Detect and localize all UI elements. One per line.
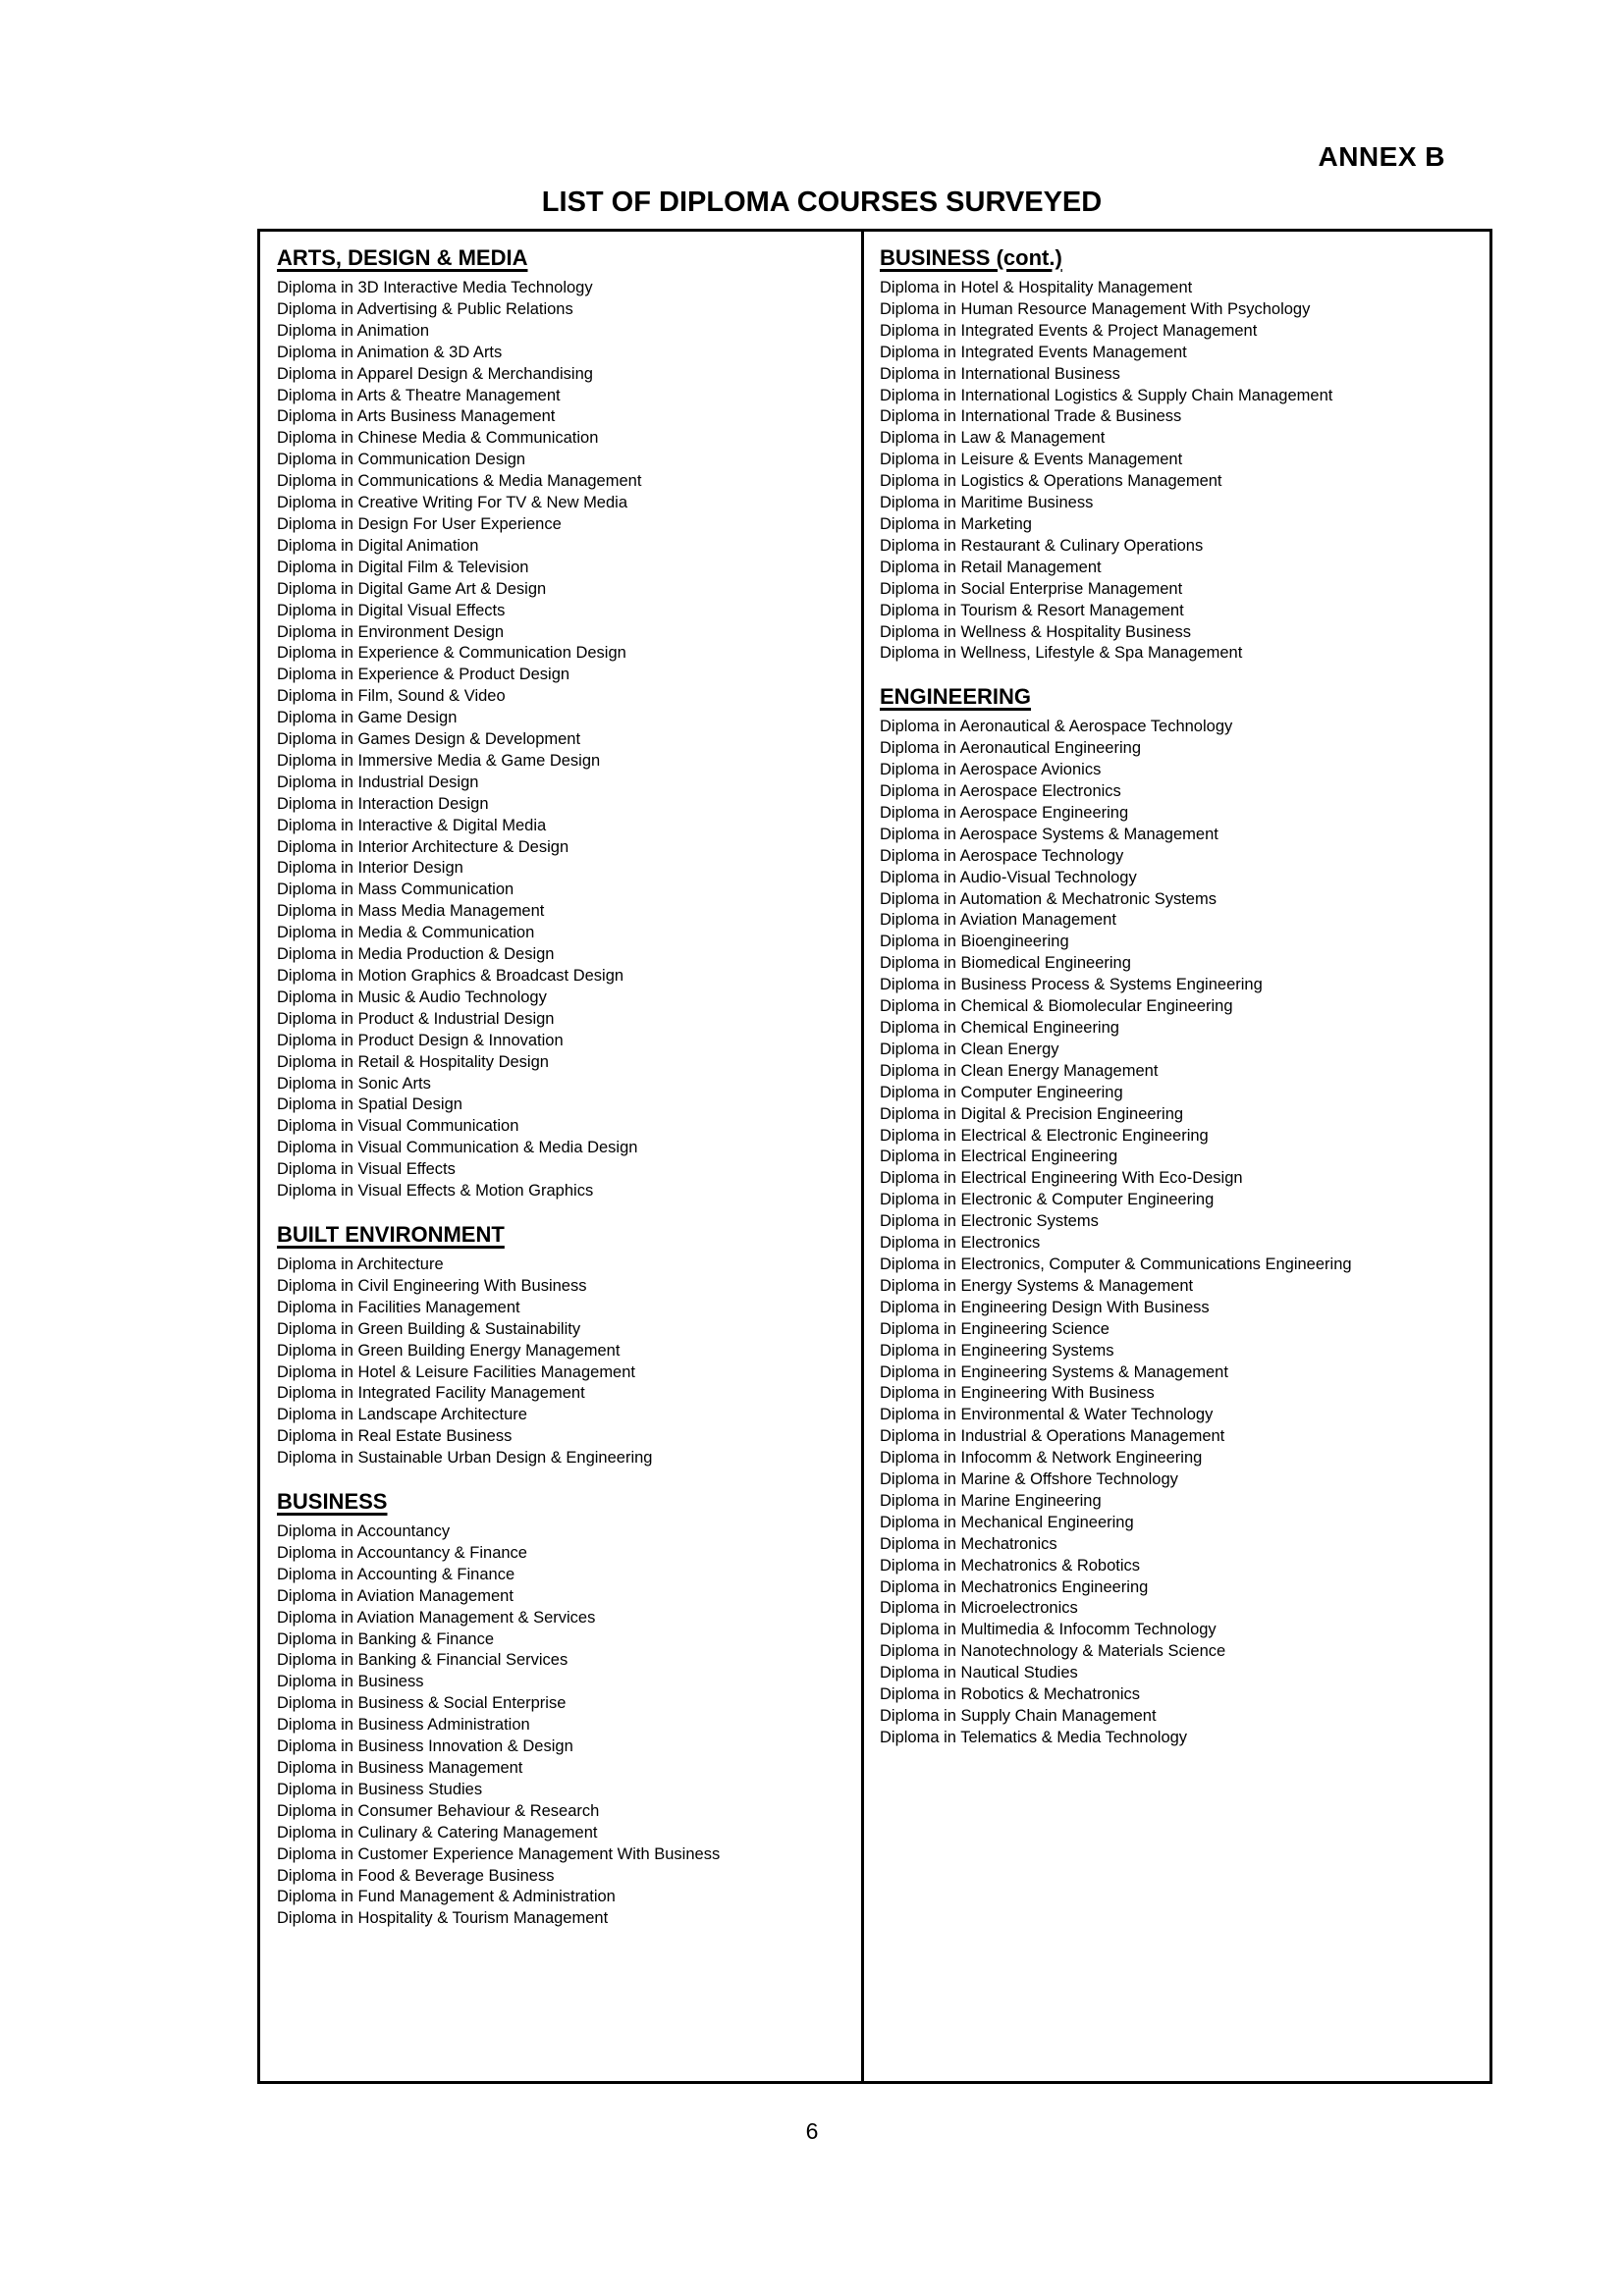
course-item: Diploma in Aeronautical & Aerospace Technology	[880, 718, 1233, 736]
table-column-right	[861, 232, 1489, 2081]
course-item: Diploma in Integrated Facility Management	[277, 1384, 585, 1403]
course-item: Diploma in Clean Energy	[880, 1040, 1059, 1058]
course-item: Diploma in Media Production & Design	[277, 945, 555, 964]
course-item: Diploma in Communication Design	[277, 451, 526, 469]
course-item: Diploma in Electronic & Computer Engineering	[880, 1191, 1215, 1209]
course-item: Diploma in Maritime Business	[880, 494, 1094, 512]
course-item: Diploma in Motion Graphics & Broadcast Design	[277, 967, 624, 985]
course-item: Diploma in Green Building Energy Management	[277, 1341, 621, 1360]
course-item: Diploma in Spatial Design	[277, 1095, 462, 1114]
course-item: Diploma in Biomedical Engineering	[880, 954, 1131, 973]
course-item: Diploma in Electronics, Computer & Communications Engineering	[880, 1255, 1352, 1273]
course-item: Diploma in Audio-Visual Technology	[880, 868, 1137, 886]
course-item: Diploma in Aviation Management	[277, 1586, 514, 1605]
course-item: Diploma in Aviation Management & Services	[277, 1608, 596, 1627]
course-item: Diploma in Business Process & Systems Engineering	[880, 976, 1263, 994]
course-item: Diploma in Digital Game Art & Design	[277, 579, 547, 598]
course-item: Diploma in 3D Interactive Media Technology	[277, 279, 593, 296]
course-item: Diploma in Aerospace Avionics	[880, 761, 1102, 779]
course-item: Diploma in Aviation Management	[880, 911, 1116, 930]
course-item: Diploma in Civil Engineering With Business	[277, 1276, 587, 1295]
course-item: Diploma in Digital Animation	[277, 536, 479, 555]
course-item: Diploma in Human Resource Management With Psychology	[880, 299, 1311, 318]
course-item: Diploma in Engineering Systems	[880, 1341, 1114, 1360]
course-item: Diploma in Nautical Studies	[880, 1664, 1078, 1682]
course-item: Diploma in Arts Business Management	[277, 407, 556, 426]
course-item: Diploma in Robotics & Mechatronics	[880, 1685, 1141, 1704]
section-heading: BUSINESS	[277, 1489, 388, 1515]
course-item: Diploma in Immersive Media & Game Design	[277, 751, 601, 770]
course-item: Diploma in Industrial & Operations Management	[880, 1427, 1225, 1446]
course-item: Diploma in Green Building & Sustainability	[277, 1319, 581, 1338]
section-heading: ENGINEERING	[880, 684, 1032, 710]
course-section	[880, 683, 1480, 1749]
course-item: Diploma in Advertising & Public Relations	[277, 299, 573, 318]
course-item: Diploma in International Business	[880, 364, 1120, 383]
course-item: Diploma in Arts & Theatre Management	[277, 386, 561, 404]
course-item: Diploma in Mass Media Management	[277, 902, 545, 921]
course-item: Diploma in Integrated Events & Project Management	[880, 321, 1258, 340]
course-item: Diploma in Visual Communication	[277, 1117, 519, 1136]
course-item: Diploma in Games Design & Development	[277, 730, 581, 749]
course-item: Diploma in Law & Management	[880, 429, 1106, 448]
course-item: Diploma in Mass Communication	[277, 881, 514, 899]
page-title: LIST OF DIPLOMA COURSES SURVEYED	[541, 187, 1103, 218]
course-item: Diploma in Business Studies	[277, 1780, 483, 1798]
course-item: Diploma in Tourism & Resort Management	[880, 601, 1184, 619]
course-section	[880, 244, 1480, 665]
course-item: Diploma in Computer Engineering	[880, 1083, 1123, 1101]
course-item: Diploma in Accountancy & Finance	[277, 1543, 527, 1562]
course-item: Diploma in Design For User Experience	[277, 514, 562, 533]
course-item: Diploma in Environment Design	[277, 622, 505, 641]
course-item: Diploma in Film, Sound & Video	[277, 687, 506, 706]
course-item: Diploma in Engineering Science	[880, 1319, 1110, 1338]
course-item: Diploma in Interactive & Digital Media	[277, 816, 547, 834]
section-heading: BUSINESS (cont.)	[880, 245, 1062, 270]
course-item: Diploma in Digital Film & Television	[277, 558, 529, 576]
course-item: Diploma in Interaction Design	[277, 794, 489, 813]
course-item: Diploma in Multimedia & Infocomm Technology	[880, 1621, 1217, 1639]
course-item: Diploma in Electrical & Electronic Engineering	[880, 1126, 1209, 1145]
course-item: Diploma in Aerospace Engineering	[880, 803, 1129, 822]
course-item: Diploma in Telematics & Media Technology	[880, 1728, 1188, 1746]
course-item: Diploma in Interior Architecture & Design	[277, 837, 569, 856]
course-item: Diploma in Communications & Media Management	[277, 472, 642, 491]
course-item: Diploma in Chinese Media & Communication	[277, 429, 599, 448]
course-item: Diploma in Architecture	[277, 1255, 444, 1273]
course-item: Diploma in Logistics & Operations Management	[880, 472, 1222, 491]
course-item: Diploma in Visual Effects & Motion Graphics	[277, 1182, 594, 1201]
course-item: Diploma in Business & Social Enterprise	[277, 1694, 567, 1713]
course-item: Diploma in Creative Writing For TV & New Media	[277, 494, 628, 512]
course-item: Diploma in Microelectronics	[880, 1599, 1078, 1618]
course-item: Diploma in Bioengineering	[880, 933, 1069, 951]
course-item: Diploma in Hotel & Hospitality Management	[880, 279, 1193, 296]
course-item: Diploma in Clean Energy Management	[880, 1061, 1159, 1080]
course-item: Diploma in Industrial Design	[277, 773, 479, 791]
course-item: Diploma in Business Management	[277, 1759, 523, 1777]
course-item: Diploma in Environmental & Water Technology	[880, 1406, 1214, 1424]
course-item: Diploma in Food & Beverage Business	[277, 1866, 555, 1885]
course-item: Diploma in Retail & Hospitality Design	[277, 1052, 549, 1071]
course-item: Diploma in Product Design & Innovation	[277, 1031, 564, 1049]
course-item: Diploma in Mechatronics	[880, 1534, 1057, 1553]
course-item: Diploma in Mechatronics Engineering	[880, 1577, 1149, 1596]
course-section	[277, 1488, 851, 1930]
course-item: Diploma in Fund Management & Administration	[277, 1888, 616, 1906]
course-item: Diploma in Wellness, Lifestyle & Spa Management	[880, 644, 1243, 663]
courses-table	[257, 229, 1492, 2084]
course-section	[277, 244, 851, 1202]
section-heading: BUILT ENVIRONMENT	[277, 1221, 505, 1247]
course-item: Diploma in Mechanical Engineering	[880, 1513, 1134, 1531]
course-item: Diploma in Facilities Management	[277, 1298, 520, 1316]
course-item: Diploma in Engineering Design With Business	[880, 1298, 1210, 1316]
course-item: Diploma in Engineering Systems & Management	[880, 1362, 1228, 1381]
course-item: Diploma in Aerospace Technology	[880, 846, 1124, 865]
course-item: Diploma in Sustainable Urban Design & Engineering	[277, 1449, 653, 1468]
course-item: Diploma in Integrated Events Management	[880, 343, 1187, 361]
course-item: Diploma in Visual Communication & Media Design	[277, 1139, 638, 1157]
course-item: Diploma in Aerospace Electronics	[880, 782, 1121, 801]
course-item: Diploma in Mechatronics & Robotics	[880, 1556, 1141, 1575]
course-item: Diploma in Music & Audio Technology	[277, 988, 547, 1006]
course-item: Diploma in Business Administration	[277, 1716, 530, 1735]
course-item: Diploma in Digital Visual Effects	[277, 601, 506, 619]
course-item: Diploma in Experience & Communication Design	[277, 644, 626, 663]
course-item: Diploma in Digital & Precision Engineering	[880, 1104, 1184, 1123]
course-item: Diploma in Electrical Engineering	[880, 1148, 1118, 1166]
course-item: Diploma in Infocomm & Network Engineering	[880, 1449, 1203, 1468]
course-item: Diploma in International Trade & Business	[880, 407, 1182, 426]
course-item: Diploma in Electronic Systems	[880, 1212, 1099, 1231]
course-item: Diploma in Culinary & Catering Management	[277, 1823, 598, 1842]
annex-label: ANNEX B	[1318, 141, 1445, 172]
course-item: Diploma in Game Design	[277, 709, 458, 727]
course-item: Diploma in Social Enterprise Management	[880, 579, 1183, 598]
course-item: Diploma in Leisure & Events Management	[880, 451, 1183, 469]
course-item: Diploma in Customer Experience Management With Business	[277, 1844, 721, 1863]
course-item: Diploma in Wellness & Hospitality Business	[880, 622, 1191, 641]
course-item: Diploma in Business Innovation & Design	[277, 1737, 573, 1756]
course-item: Diploma in Media & Communication	[277, 924, 535, 942]
course-item: Diploma in Banking & Financial Services	[277, 1651, 568, 1670]
course-item: Diploma in Chemical Engineering	[880, 1019, 1119, 1037]
course-item: Diploma in Landscape Architecture	[277, 1406, 527, 1424]
course-item: Diploma in Marine & Offshore Technology	[880, 1470, 1178, 1489]
course-item: Diploma in Marketing	[880, 514, 1032, 533]
course-item: Diploma in Consumer Behaviour & Research	[277, 1801, 600, 1820]
course-item: Diploma in International Logistics & Supply Chain Management	[880, 386, 1333, 404]
course-item: Diploma in Electronics	[880, 1234, 1041, 1253]
course-item: Diploma in Aeronautical Engineering	[880, 739, 1141, 758]
course-item: Diploma in Visual Effects	[277, 1160, 456, 1179]
table-column-left	[260, 232, 861, 2081]
course-item: Diploma in Apparel Design & Merchandising	[277, 364, 593, 383]
course-item: Diploma in Aerospace Systems & Management	[880, 825, 1218, 843]
course-item: Diploma in Marine Engineering	[880, 1491, 1102, 1510]
page-number: 6	[805, 2118, 819, 2144]
course-item: Diploma in Product & Industrial Design	[277, 1009, 555, 1028]
course-item: Diploma in Engineering With Business	[880, 1384, 1155, 1403]
course-item: Diploma in Retail Management	[880, 558, 1102, 576]
course-item: Diploma in Interior Design	[277, 859, 463, 878]
course-item: Diploma in Hospitality & Tourism Management	[277, 1909, 609, 1928]
course-item: Diploma in Electrical Engineering With Eco-Design	[880, 1169, 1243, 1188]
course-item: Diploma in Supply Chain Management	[880, 1707, 1157, 1725]
course-item: Diploma in Sonic Arts	[277, 1074, 431, 1093]
course-item: Diploma in Experience & Product Design	[277, 666, 570, 684]
course-item: Diploma in Animation	[277, 321, 429, 340]
course-item: Diploma in Accountancy	[277, 1522, 451, 1541]
course-item: Diploma in Accounting & Finance	[277, 1565, 515, 1583]
course-item: Diploma in Restaurant & Culinary Operations	[880, 536, 1204, 555]
course-item: Diploma in Automation & Mechatronic Systems	[880, 889, 1217, 908]
course-item: Diploma in Hotel & Leisure Facilities Management	[277, 1362, 635, 1381]
course-item: Diploma in Real Estate Business	[277, 1427, 513, 1446]
course-section	[277, 1221, 851, 1469]
course-item: Diploma in Nanotechnology & Materials Science	[880, 1642, 1226, 1661]
section-heading: ARTS, DESIGN & MEDIA	[277, 245, 528, 270]
course-item: Diploma in Chemical & Biomolecular Engineering	[880, 997, 1233, 1016]
course-item: Diploma in Animation & 3D Arts	[277, 343, 503, 361]
course-item: Diploma in Banking & Finance	[277, 1629, 495, 1648]
course-item: Diploma in Business	[277, 1673, 424, 1691]
course-item: Diploma in Energy Systems & Management	[880, 1276, 1194, 1295]
